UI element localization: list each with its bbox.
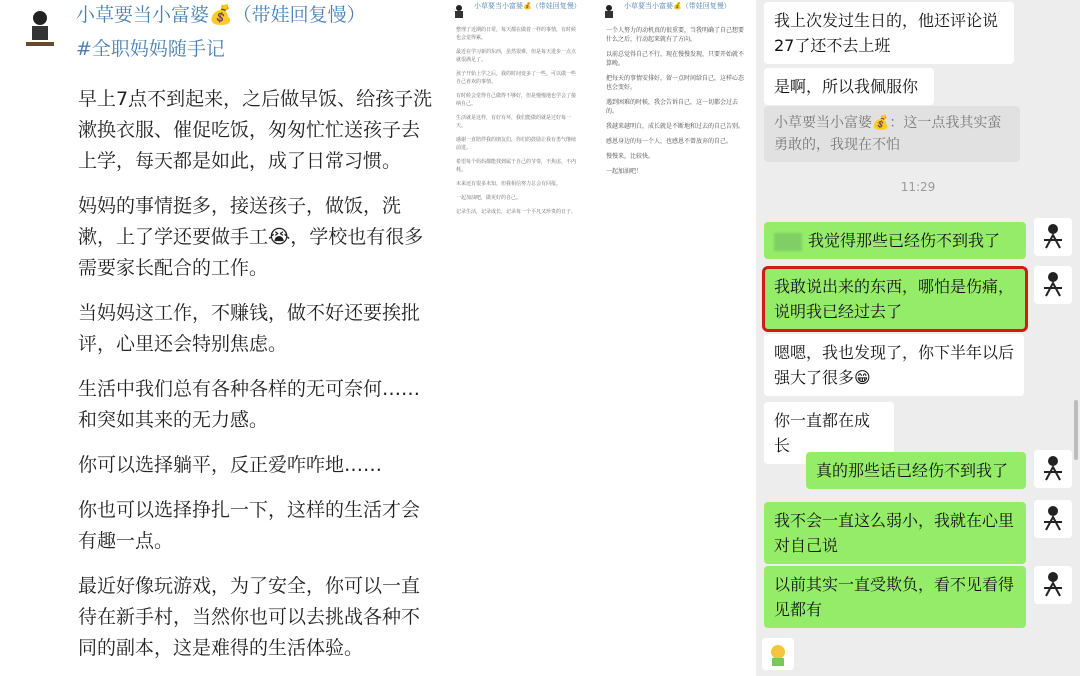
user-avatar[interactable] [1034,500,1072,538]
article-title: 小草要当小富婆💰（带娃回复慢） [474,2,581,10]
paragraph: 慢慢来，比较快。 [606,153,655,160]
chat-scrollbar[interactable] [1074,400,1078,460]
redacted-emoji [774,233,802,251]
user-avatar[interactable] [1034,450,1072,488]
paragraph: 希望每个妈妈都能找到属于自己的节奏，不焦虑，不内耗。 [456,159,577,173]
paragraph: 最近在学习新的东西，虽然很难，但是每天进步一点点就很满足了。 [456,49,577,63]
post-body [78,84,434,676]
article-thumbnail-2[interactable] [592,0,752,676]
paragraph: 把每天的事情安排好，留一点时间给自己，这样心态也会变好。 [606,75,745,91]
paragraph: 未来还有很多未知，但我相信努力总会有回报。 [456,181,562,187]
paragraph: 遇到困难的时候，我会告诉自己，这一切都会过去的。 [606,99,739,115]
paragraph: 我越来越明白，成长就是不断地和过去的自己告别。 [606,123,745,130]
author-name[interactable]: 小草要当小富婆💰（带娃回复慢） [76,4,366,26]
article-thumbnail-1[interactable] [442,0,590,676]
user-avatar[interactable] [1034,566,1072,604]
article-title: 小草要当小富婆💰（带娃回复慢） [624,2,731,10]
sticker-emoji-icon[interactable] [762,638,794,670]
sent-message-highlighted[interactable]: 我敢说出来的东西，哪怕是伤痛，说明我已经过去了 [764,268,1026,330]
sent-message[interactable]: 我不会一直这么弱小，我就在心里对自己说 [764,502,1026,564]
sent-message[interactable] [764,222,1026,259]
received-message[interactable]: 嗯嗯，我也发现了，你下半年以后强大了很多😁 [764,334,1024,396]
received-message[interactable]: 是啊，所以我佩服你 [764,68,934,105]
received-message[interactable]: 我上次发过生日的，他还评论说27了还不去上班 [764,2,1014,64]
paragraph: 你也可以选择挣扎一下，这样的生活才会有趣一点。 [78,499,421,552]
paragraph: 一个人努力的动机真的很重要，当我明确了自己想要什么之后，行动起来就有了方向。 [606,27,745,43]
chat-timestamp: 11:29 [900,180,936,194]
paragraph: 感谢一直陪伴我的朋友们，你们的鼓励让我有勇气继续前进。 [456,137,577,151]
paragraph: 有时候会觉得自己做得不够好，但是慢慢地也学会了接纳自己。 [456,93,577,107]
chat-screenshot [756,0,1080,676]
paragraph: 生活就是这样，有好有坏，我们能做的就是过好每一天。 [456,115,572,129]
user-avatar[interactable] [1034,266,1072,304]
message-text: 我觉得那些已经伤不到我了 [808,231,1001,250]
received-message[interactable]: 你一直都在成长 [764,402,894,464]
article-text [606,26,748,182]
paragraph: 最近好像玩游戏，为了安全，你可以一直待在新手村，当然你也可以去挑战各种不同的副本，这是难得的生活体验。 [78,575,421,659]
sent-message[interactable]: 真的那些话已经伤不到我了 [806,452,1026,489]
paragraph: 感恩身边的每一个人，也感恩不曾放弃的自己。 [606,138,733,145]
user-avatar[interactable] [1034,218,1072,256]
paragraph: 一起加油吧！ [606,168,643,175]
quoted-message[interactable]: 小草要当小富婆💰：这一点我其实蛮勇敢的，我现在不怕 [764,106,1020,162]
paragraph: 以前总觉得自己不行，现在慢慢发现，只要开始就不算晚。 [606,51,745,67]
paragraph: 妈妈的事情挺多，接送孩子，做饭，洗漱，上了学还要做手工😭，学校也有很多需要家长配合的工作。 [78,195,424,279]
sent-message[interactable]: 以前其实一直受欺负，看不见看得见都有 [764,566,1026,628]
article-text [456,26,580,222]
paragraph: 早上7点不到起来，之后做早饭、给孩子洗漱换衣服、催促吃饭，匆匆忙忙送孩子去上学，每天都是如此，成了日常习惯。 [78,88,433,172]
paragraph: 生活中我们总有各种各样的无可奈何……和突如其来的无力感。 [78,378,421,431]
author-avatar[interactable] [18,4,62,52]
post-panel [0,0,440,676]
paragraph: 当妈妈这工作，不赚钱，做不好还要挨批评，心里还会特别焦虑。 [78,302,421,355]
paragraph: 你可以选择躺平，反正爱咋咋地…… [78,454,383,476]
paragraph: 一起加油吧，做更好的自己。 [456,195,522,201]
paragraph: 孩子开始上学之后，我的时间变多了一些，可以做一些自己喜欢的事情。 [456,71,577,85]
paragraph: 记录生活，记录成长，记录每一个平凡又珍贵的日子。 [456,209,577,215]
author-avatar-small [450,2,468,22]
topic-hashtag[interactable]: #全职妈妈随手记 [76,38,225,60]
paragraph: 整理了近期的日常，每天都在做着一样的事情，有时候也会觉得累。 [456,27,577,41]
author-avatar-small [600,2,618,22]
